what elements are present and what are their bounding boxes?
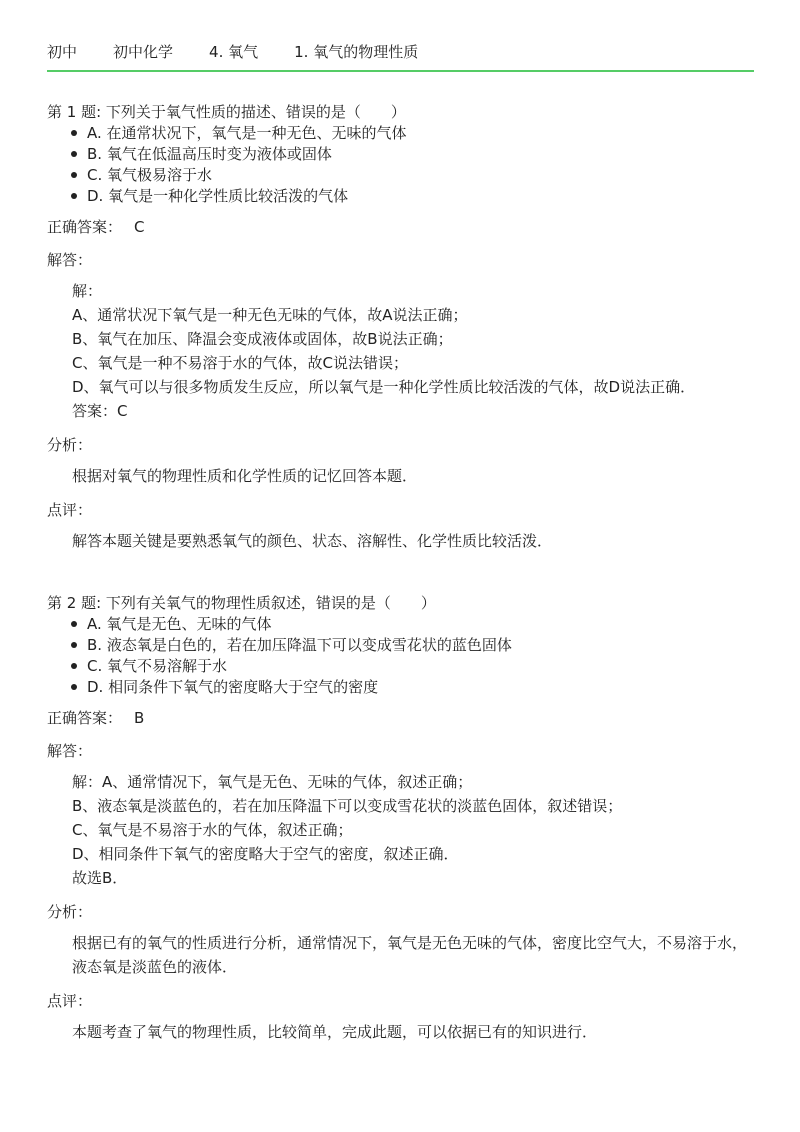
solution-line: B、氧气在加压、降温会变成液体或固体，故B说法正确；: [72, 330, 453, 348]
solution-body: [47, 770, 754, 890]
breadcrumb-level[interactable]: 初中: [47, 42, 78, 61]
solution-body: [47, 279, 754, 423]
breadcrumb: [47, 40, 754, 62]
question-list: [47, 102, 754, 1064]
solution-label: 解答：: [47, 251, 93, 269]
solution-line: D、氧气可以与很多物质发生反应，所以氧气是一种化学性质比较活泼的气体，故D说法正确．: [72, 378, 696, 396]
solution-line: C、氧气是一种不易溶于水的气体，故C说法错误；: [72, 354, 408, 372]
breadcrumb-chapter[interactable]: 4. 氧气: [209, 42, 259, 61]
solution-label: 解答：: [47, 742, 93, 760]
answer-value: B: [134, 709, 145, 727]
option-item: A. 在通常状况下，氧气是一种无色、无味的气体: [71, 123, 754, 144]
answer-label: 正确答案：: [47, 709, 123, 727]
analysis-label: 分析：: [47, 436, 93, 454]
correct-answer: [47, 217, 754, 238]
option-item: D. 氧气是一种化学性质比较活泼的气体: [71, 186, 754, 207]
question-title: 第 1 题: 下列关于氧气性质的描述、错误的是（ ）: [47, 103, 406, 121]
analysis-body: 根据对氧气的物理性质和化学性质的记忆回答本题．: [72, 467, 418, 485]
bullet-icon: [71, 621, 77, 627]
comment-body: 本题考查了氧气的物理性质，比较简单，完成此题，可以依据已有的知识进行．: [72, 1023, 598, 1041]
solution-line: 故选B．: [72, 869, 128, 887]
option-item: C. 氧气极易溶于水: [71, 165, 754, 186]
solution-line: 答案：C: [72, 402, 128, 420]
bullet-icon: [71, 151, 77, 157]
solution-line: D、相同条件下氧气的密度略大于空气的密度，叙述正确．: [72, 845, 459, 863]
header-divider: [47, 70, 754, 72]
question-2: [47, 593, 754, 1044]
correct-answer: [47, 708, 754, 729]
option-list: [47, 614, 754, 698]
answer-label: 正确答案：: [47, 218, 123, 236]
bullet-icon: [71, 642, 77, 648]
solution-line: A、通常状况下氧气是一种无色无味的气体，故A说法正确；: [72, 306, 468, 324]
option-list: [47, 123, 754, 207]
bullet-icon: [71, 684, 77, 690]
solution-line: 解：A、通常情况下，氧气是无色、无味的气体，叙述正确；: [72, 773, 473, 791]
solution-line: B、液态氧是淡蓝色的，若在加压降温下可以变成雪花状的淡蓝色固体，叙述错误；: [72, 797, 623, 815]
comment-label: 点评：: [47, 992, 93, 1010]
comment-label: 点评：: [47, 501, 93, 519]
solution-line: C、氧气是不易溶于水的气体，叙述正确；: [72, 821, 353, 839]
solution-line: 解：: [72, 282, 103, 300]
analysis-body: 根据已有的氧气的性质进行分析，通常情况下，氧气是无色无味的气体，密度比空气大，不易溶于水，液态氧是淡蓝色的液体．: [72, 934, 748, 976]
answer-value: C: [134, 218, 145, 236]
option-item: A. 氧气是无色、无味的气体: [71, 614, 754, 635]
bullet-icon: [71, 663, 77, 669]
comment-body: 解答本题关键是要熟悉氧气的颜色、状态、溶解性、化学性质比较活泼．: [72, 532, 553, 550]
option-item: D. 相同条件下氧气的密度略大于空气的密度: [71, 677, 754, 698]
analysis-label: 分析：: [47, 903, 93, 921]
option-item: C. 氧气不易溶解于水: [71, 656, 754, 677]
option-item: B. 液态氧是白色的，若在加压降温下可以变成雪花状的蓝色固体: [71, 635, 754, 656]
question-1: [47, 102, 754, 553]
breadcrumb-topic[interactable]: 1. 氧气的物理性质: [294, 42, 419, 61]
question-title: 第 2 题: 下列有关氧气的物理性质叙述，错误的是（ ）: [47, 594, 436, 612]
option-item: B. 氧气在低温高压时变为液体或固体: [71, 144, 754, 165]
bullet-icon: [71, 193, 77, 199]
breadcrumb-subject[interactable]: 初中化学: [113, 42, 174, 61]
bullet-icon: [71, 130, 77, 136]
bullet-icon: [71, 172, 77, 178]
